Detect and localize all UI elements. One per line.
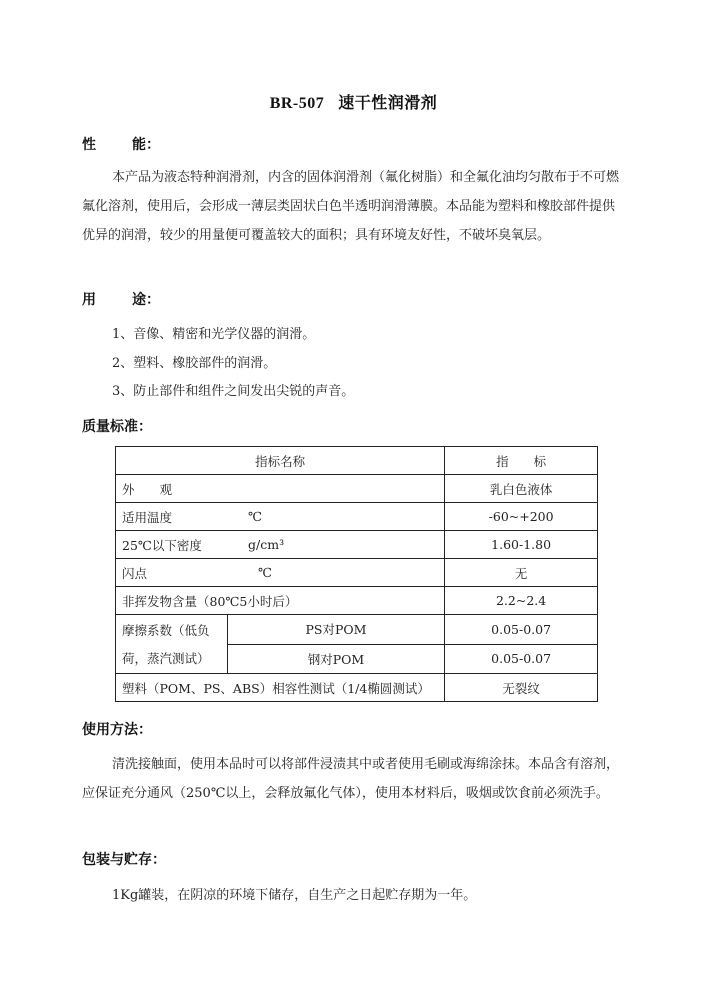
table-row: [116, 531, 598, 559]
row-label: PS对POM: [227, 615, 444, 645]
heading-usage: 用 途：: [82, 292, 160, 308]
row-value: 2.2~2.4: [445, 587, 598, 615]
row-unit: ℃: [248, 509, 262, 524]
row-label: 闪点 ℃: [116, 559, 445, 587]
table-header-row: [116, 447, 598, 475]
product-code: BR-507: [269, 95, 325, 112]
table-row: [116, 503, 598, 531]
quality-spec-table: [115, 446, 598, 702]
heading-method: 使用方法：: [82, 722, 152, 738]
row-label: 非挥发物含量（80℃5小时后）: [116, 587, 445, 615]
method-text: 清洗接触面，使用本品时可以将部件浸渍其中或者使用毛刷或海绵涂抹。本品含有溶剂，应保证充分通风（250℃以上，会释放氟化气体），使用本材料后，吸烟或饮食前必须洗手。: [82, 757, 620, 801]
row-value: 0.05-0.07: [445, 615, 598, 645]
product-name: 速干性润滑剂: [338, 93, 438, 112]
page-title: [0, 90, 707, 113]
row-label: 塑料（POM、PS、ABS）相容性测试（1/4椭圆测试）: [116, 674, 445, 702]
heading-performance: 性 能：: [82, 137, 160, 153]
table-row: [116, 559, 598, 587]
row-value: 乳白色液体: [445, 475, 598, 503]
row-label: 钢对POM: [227, 644, 444, 674]
table-row: [116, 587, 598, 615]
row-value: 1.60-1.80: [445, 531, 598, 559]
header-value: 指 标: [445, 447, 598, 475]
row-label: 25℃以下密度 g/cm³: [116, 531, 445, 559]
table-row: [116, 475, 598, 503]
header-name: 指标名称: [116, 447, 445, 475]
table-row: [116, 615, 598, 645]
usage-item-2: 2、塑料、橡胶部件的润滑。: [112, 356, 277, 371]
performance-text: 本产品为液态特种润滑剂，内含的固体润滑剂（氟化树脂）和全氟化油均匀散布于不可燃氟化溶剂，使用后，会形成一薄层类固状白色半透明润滑薄膜。本品能为塑料和橡胶部件提供优异的润滑，较少的用量便可覆盖较大的面积；具有环境友好性，不破坏臭氧层。: [82, 170, 620, 243]
row-value: 无: [445, 559, 598, 587]
row-unit: g/cm³: [248, 537, 285, 552]
table-row: [116, 674, 598, 702]
heading-packaging: 包装与贮存：: [82, 852, 166, 868]
row-label: 适用温度 ℃: [116, 503, 445, 531]
usage-item-3: 3、防止部件和组件之间发出尖锐的声音。: [112, 384, 355, 399]
row-label: 外 观: [116, 475, 445, 503]
row-value: 无裂纹: [445, 674, 598, 702]
friction-label: 摩擦系数（低负荷，蒸汽测试）: [116, 615, 228, 674]
heading-quality: 质量标准：: [82, 419, 152, 435]
row-value: 0.05-0.07: [445, 644, 598, 674]
row-unit: ℃: [258, 565, 272, 580]
packaging-text: 1Kg罐装，在阴凉的环境下储存，自生产之日起贮存期为一年。: [112, 888, 477, 903]
row-value: -60~+200: [445, 503, 598, 531]
usage-item-1: 1、音像、精密和光学仪器的润滑。: [112, 327, 316, 342]
